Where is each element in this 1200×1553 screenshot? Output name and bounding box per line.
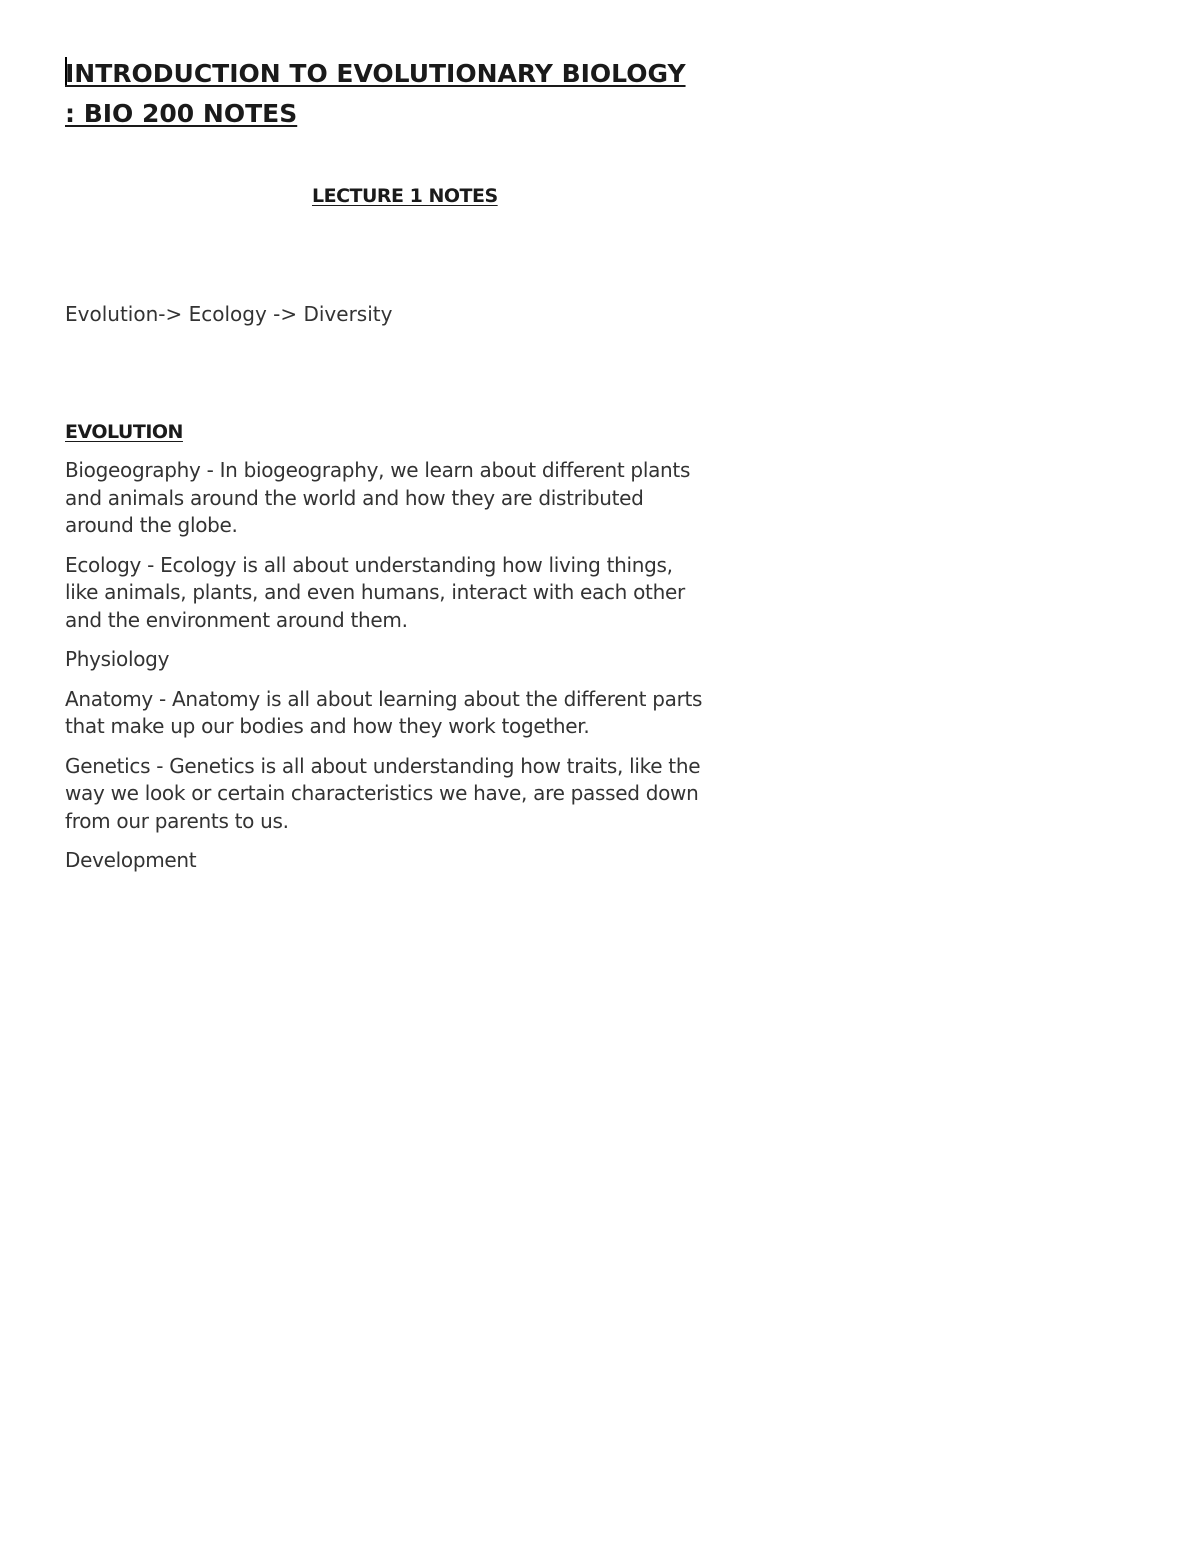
document-title-line-1: INTRODUCTION TO EVOLUTIONARY BIOLOGY <box>65 59 686 88</box>
evolution-flow-line: Evolution-> Ecology -> Diversity <box>65 302 393 326</box>
topic-biogeography: Biogeography - In biogeography, we learn about different plants and animals around the world and how they are distributed around the globe. <box>65 458 691 537</box>
topic-physiology: Physiology <box>65 647 170 671</box>
topic-list <box>65 457 705 887</box>
document-title <box>65 54 725 134</box>
lecture-heading: LECTURE 1 NOTES <box>312 185 498 207</box>
topic-ecology: Ecology - Ecology is all about understanding how living things, like animals, plants, and even humans, interact with each other and the environment around them. <box>65 552 685 632</box>
topic-development: Development <box>65 848 197 872</box>
section-heading-evolution: EVOLUTION <box>65 421 183 443</box>
topic-anatomy: Anatomy - Anatomy is all about learning about the different parts that make up our bodies and how they work together. <box>65 686 703 738</box>
topic-genetics: Genetics - Genetics is all about understanding how traits, like the way we look or certain characteristics we have, are passed down from our parents to us. <box>65 753 701 833</box>
document-title-line-2: : BIO 200 NOTES <box>65 99 298 128</box>
